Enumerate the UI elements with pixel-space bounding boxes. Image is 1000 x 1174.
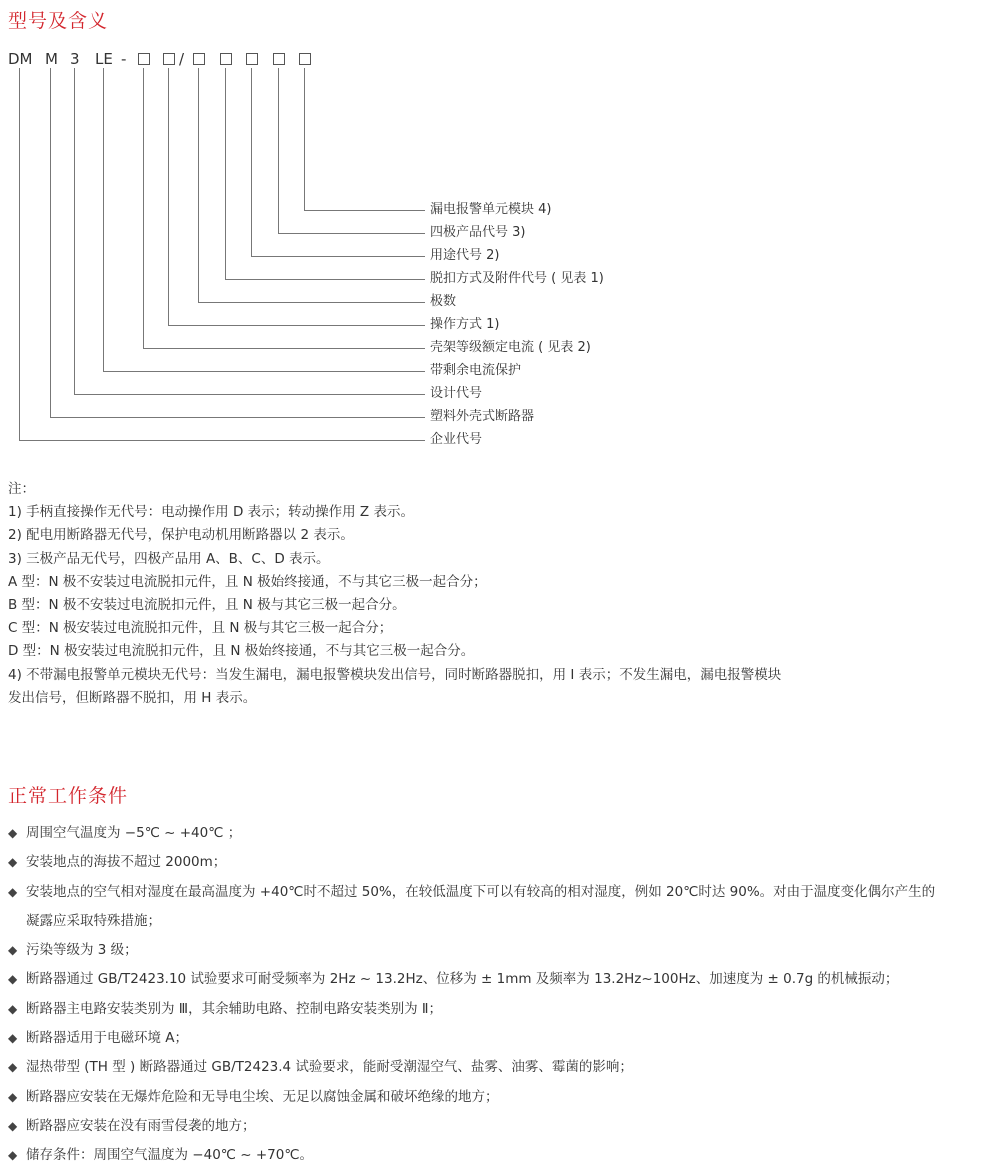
- code-dash: -: [121, 50, 127, 68]
- list-item: [8, 819, 998, 848]
- list-item: [8, 878, 998, 907]
- notes-heading: 注：: [8, 481, 35, 497]
- label-enterprise-code: 企业代号: [430, 432, 483, 447]
- list-item: [8, 1053, 998, 1082]
- list-item: [8, 1083, 998, 1112]
- condition-text: 断路器应安装在无爆炸危险和无导电尘埃、无足以腐蚀金属和破坏绝缘的地方；: [26, 1088, 499, 1105]
- condition-text: 储存条件：周围空气温度为 −40℃ ~ +70℃。: [26, 1147, 313, 1164]
- condition-text: 周围空气温度为 −5℃ ~ +40℃ ；: [26, 825, 242, 841]
- leader-line-enterprise: [20, 68, 426, 441]
- condition-text: 断路器主电路安装类别为 Ⅲ，其余辅助电路、控制电路安装类别为 Ⅱ；: [26, 1000, 443, 1017]
- label-mccb: 塑料外壳式断路器: [430, 409, 535, 424]
- diamond-bullet-icon: ◆: [8, 1060, 18, 1075]
- condition-text: 断路器通过 GB/T2423.10 试验要求可耐受频率为 2Hz ~ 13.2Hz、位移为 ± 1mm 及频率为 13.2Hz~100Hz、加速度为 ± 0.7g 的机械振动；: [26, 971, 899, 988]
- leader-line-poles: [199, 68, 426, 303]
- code-3: 3: [70, 50, 80, 68]
- note-line: 1) 手柄直接操作无代号：电动操作用 D 表示；转动操作用 Z 表示。: [8, 504, 414, 521]
- label-release-mode: 脱扣方式及附件代号 ( 见表 1): [430, 271, 604, 286]
- list-item-continuation: [8, 907, 998, 936]
- leader-line-alarm: [305, 68, 426, 211]
- notes-block: [8, 478, 998, 710]
- diamond-bullet-icon: ◆: [8, 1118, 18, 1133]
- note-line: 3) 三极产品无代号，四极产品用 A、B、C、D 表示。: [8, 550, 330, 567]
- conditions-list: [8, 819, 998, 1171]
- leader-line-four-pole: [279, 68, 426, 234]
- leader-line-operation: [169, 68, 426, 326]
- diamond-bullet-icon: ◆: [8, 1148, 18, 1163]
- leader-line-design: [75, 68, 426, 395]
- section-title-conditions: 正常工作条件: [8, 785, 129, 807]
- list-item: [8, 848, 998, 877]
- note-line: B 型：N 极不安装过电流脱扣元件，且 N 极与其它三极一起合分。: [8, 597, 406, 614]
- condition-text: 断路器应安装在没有雨雪侵袭的地方；: [26, 1117, 256, 1134]
- note-line: 4) 不带漏电报警单元模块无代号：当发生漏电，漏电报警模块发出信号，同时断路器脱扣，用 I 表示；不发生漏电，漏电报警模块: [8, 666, 782, 683]
- diamond-bullet-icon: ◆: [8, 943, 18, 958]
- diamond-bullet-icon: ◆: [8, 855, 18, 870]
- code-dm: DM: [8, 50, 33, 68]
- label-frame-current: 壳架等级额定电流 ( 见表 2): [430, 340, 591, 355]
- diamond-bullet-icon: ◆: [8, 826, 18, 840]
- list-item: [8, 1141, 998, 1170]
- diamond-bullet-icon: ◆: [8, 972, 18, 987]
- code-m: M: [45, 50, 58, 68]
- leader-line-usage: [252, 68, 426, 257]
- code-slash: /: [179, 50, 185, 68]
- list-item: [8, 936, 998, 965]
- condition-text: 凝露应采取特殊措施；: [26, 912, 161, 929]
- label-usage: 用途代号 2): [430, 248, 500, 263]
- condition-text: 污染等级为 3 级；: [26, 942, 138, 959]
- note-line: C 型：N 极安装过电流脱扣元件，且 N 极与其它三极一起合分；: [8, 620, 393, 637]
- note-line: 2) 配电用断路器无代号，保护电动机用断路器以 2 表示。: [8, 527, 354, 544]
- label-poles: 极数: [430, 294, 457, 309]
- label-operation: 操作方式 1): [430, 317, 500, 332]
- diamond-bullet-icon: ◆: [8, 1001, 18, 1016]
- leader-line-release: [226, 68, 426, 280]
- list-item: [8, 1112, 998, 1141]
- condition-text: 断路器适用于电磁环境 A；: [26, 1030, 189, 1047]
- note-line: 发出信号，但断路器不脱扣，用 H 表示。: [8, 689, 257, 706]
- condition-text: 安装地点的空气相对湿度在最高温度为 +40℃时不超过 50%，在较低温度下可以有较高的相对湿度，例如 20℃时达 90%。对由于温度变化偶尔产生的: [26, 883, 936, 900]
- diamond-bullet-icon: ◆: [8, 884, 18, 899]
- code-le: LE: [95, 50, 113, 68]
- leader-line-current: [144, 68, 426, 349]
- section-title-model: 型号及含义: [8, 10, 109, 32]
- list-item: [8, 965, 998, 994]
- label-residual-current: 带剩余电流保护: [430, 363, 522, 378]
- leader-line-mccb: [51, 68, 426, 418]
- condition-text: 安装地点的海拔不超过 2000m；: [26, 854, 227, 871]
- diamond-bullet-icon: ◆: [8, 1031, 18, 1046]
- condition-text: 湿热带型 (TH 型 ) 断路器通过 GB/T2423.4 试验要求，能耐受潮湿空气、盐雾、油雾、霉菌的影响；: [26, 1059, 633, 1076]
- note-line: A 型：N 极不安装过电流脱扣元件，且 N 极始终接通，不与其它三极一起合分；: [8, 573, 487, 590]
- list-item: [8, 1024, 998, 1053]
- label-design-code: 设计代号: [430, 386, 483, 401]
- diamond-bullet-icon: ◆: [8, 1089, 18, 1104]
- note-line: D 型：N 极安装过电流脱扣元件，且 N 极始终接通，不与其它三极一起合分。: [8, 643, 475, 660]
- label-alarm-module: 漏电报警单元模块 4): [430, 202, 552, 217]
- label-four-pole: 四极产品代号 3): [430, 225, 526, 240]
- list-item: [8, 995, 998, 1024]
